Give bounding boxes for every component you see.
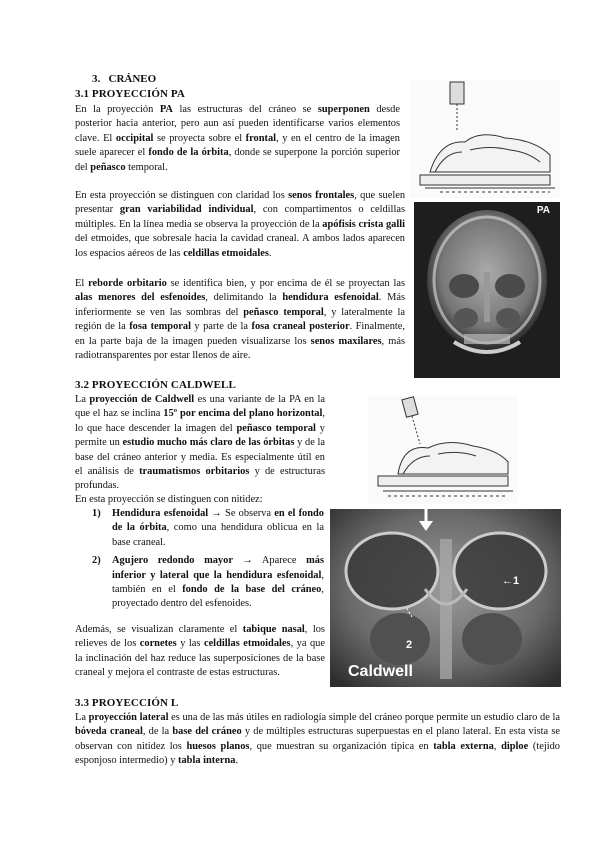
caldwell-positioning-illustration: [368, 396, 518, 504]
section-title: 3. CRÁNEO: [92, 73, 157, 85]
caldwell-paragraph-2: En esta proyección se distinguen con nitidez:: [75, 494, 263, 505]
caldwell-list: [92, 507, 324, 612]
caldwell-paragraph-1: La proyección de Caldwell es una variante de la PA en la que el haz se inclina 15º por encima del plano horizontal, lo que hace descender la imagen del peñasco temporal y permite un estudio mucho más claro de las órbitas y de la base del cráneo anterior y media. Es especialmente útil en el análisis de traumatismos orbitarios y de estructuras profundas.: [75, 394, 326, 492]
list-item: 1) Hendidura esfenoidal → Se observa en el fondo de la órbita, como una hendidura oblicua en la base craneal.: [92, 508, 324, 548]
lateral-paragraph-1: La proyección lateral es una de las más útiles en radiología simple del cráneo porque permite un estudio claro de la bóveda craneal, de la base del cráneo y de múltiples estructuras superpuestas en el plano lateral. En esta vista se observan con nitidez los huesos planos, que muestran su organización típica en tabla externa, diploe (tejido esponjoso intermedio) y tabla interna.: [75, 712, 561, 767]
heading-caldwell: 3.2 PROYECCIÓN CALDWELL: [75, 379, 236, 391]
pa-paragraph-2: En esta proyección se distinguen con claridad los senos frontales, que suelen presentar gran variabilidad individual, con compartimentos o celdillas múltiples. En la línea media se observa la proyección de la apófisis crista galli del etmoides, que sobresale hacia la cavidad craneal. A ambos lados aparecen los espacios aéreos de las celdillas etmoidales.: [75, 190, 406, 259]
pa-xray-image: [414, 202, 560, 378]
caldwell-xray-image: [330, 509, 561, 687]
caldwell-marker-2: 2: [406, 639, 413, 651]
caldwell-marker-1: ←1: [502, 575, 520, 587]
caldwell-image-label: Caldwell: [348, 663, 413, 680]
pa-paragraph-3: El reborde orbitario se identifica bien, y por encima de él se proyectan las alas menores del esfenoides, delimitando la hendidura esfenoidal. Más inferiormente se ven las sombras del peñasco temporal, y lateralmente la región de la fosa temporal y parte de la fosa craneal posterior. Finalmente, en la parte baja de la imagen pueden visualizarse los senos maxilares, más radiotransparentes por estar llenos de aire.: [75, 278, 406, 362]
pa-positioning-illustration: [410, 80, 560, 198]
pa-paragraph-1: En la proyección PA las estructuras del cráneo se superponen desde posterior hacia anterior, pero aun así pueden identificarse varios elementos clave. El occipital se proyecta sobre el frontal, y en el centro de la imagen suele aparecer el fondo de la órbita, donde se superpone la porción superior del peñasco temporal.: [75, 104, 400, 173]
heading-lateral: 3.3 PROYECCIÓN L: [75, 697, 179, 709]
list-item: 2) Agujero redondo mayor → Aparece más inferior y lateral que la hendidura esfenoidal, también en el fondo de la base del cráneo, proyectado dentro del esfenoides.: [92, 555, 324, 610]
pa-image-label: PA: [536, 205, 550, 216]
caldwell-paragraph-3: Además, se visualizan claramente el tabique nasal, los relieves de los cornetes y las celdillas etmoidales, ya que la inclinación del haz reduce las superposiciones de la base craneal y mejora el contraste de estas estructuras.: [75, 624, 325, 679]
heading-pa: 3.1 PROYECCIÓN PA: [75, 88, 185, 100]
